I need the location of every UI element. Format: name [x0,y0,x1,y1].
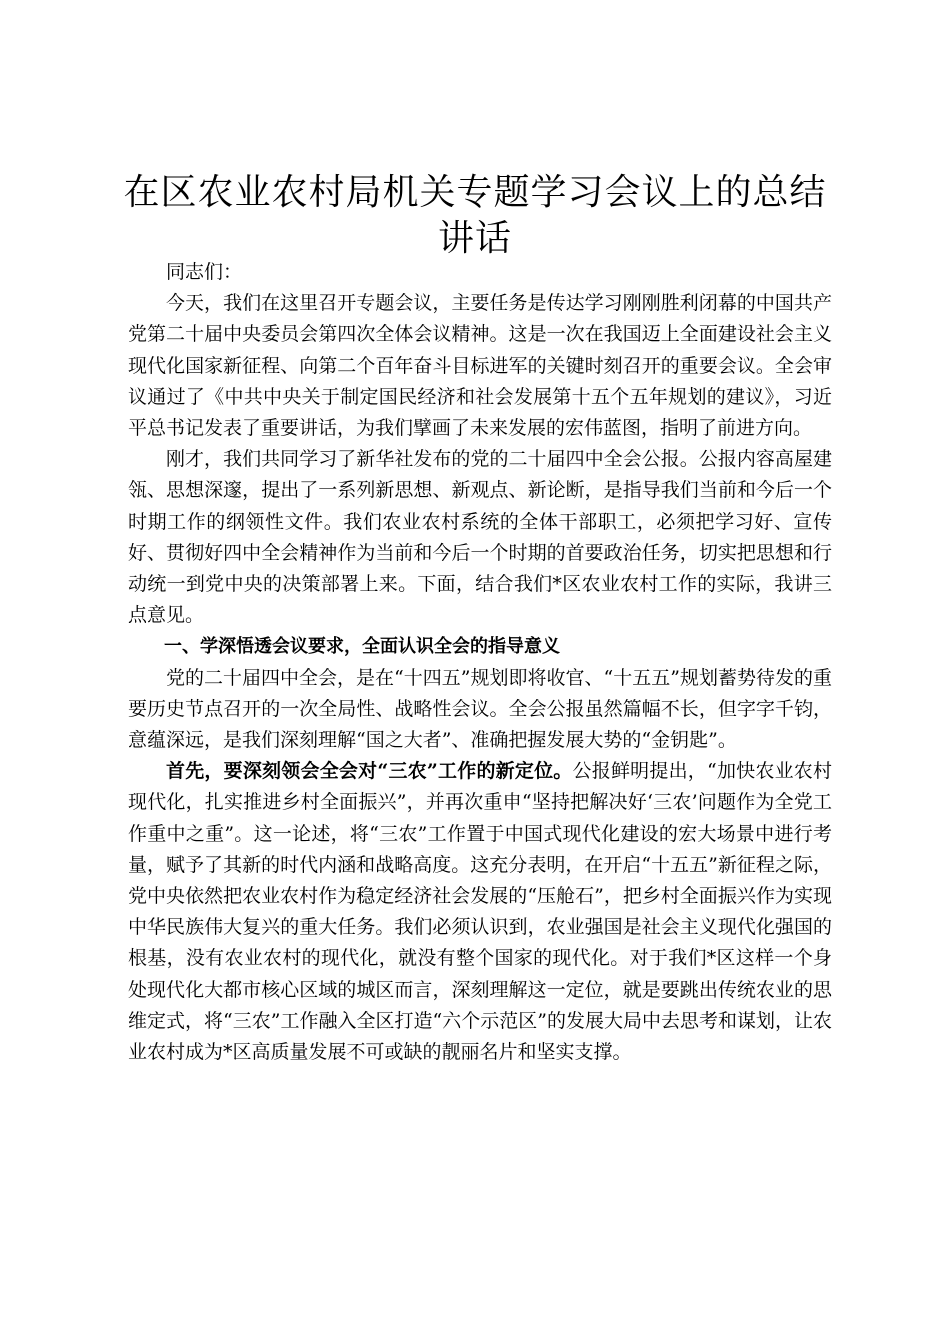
salutation: 同志们： [166,261,243,283]
paragraph-plenum-significance: 党的二十届四中全会，是在“十四五”规划即将收官、“十五五”规划蓄势待发的重要历史节点召开的一次全局性、战略性会议。全会公报虽然篇幅不长，但字字千钧，意蕴深远，是我们深刻理解“国之大者”、准确把握发展大势的“金钥匙”。 [128,666,832,752]
section-heading-1: 一、学深悟透会议要求，全面认识全会的指导意义 [164,636,560,658]
paragraph-lead-sentence: 首先，要深刻领会全会对“三农”工作的新定位。 [166,760,573,783]
document-body [128,257,832,1068]
paragraph-communique: 刚才，我们共同学习了新华社发布的党的二十届四中全会公报。公报内容高屋建瓴、思想深邃，提出了一系列新思想、新观点、新论断，是指导我们当前和今后一个时期工作的纲领性文件。我们农业农村系统的全体干部职工，必须把学习好、宣传好、贯彻好四中全会精神作为当前和今后一个时期的首要政治任务，切实把思想和行动统一到党中央的决策部署上来。下面，结合我们*区农业农村工作的实际，我讲三点意见。 [128,448,832,627]
document-title: 在区农业农村局机关专题学习会议上的总结讲话 [123,172,827,259]
paragraph-body-text: 公报鲜明提出，“加快农业农村现代化，扎实推进乡村全面振兴”，并再次重申“坚持把解决好‘三农’问题作为全党工作重中之重”。这一论述，将“三农”工作置于中国式现代化建设的宏大场景中进行考量，赋予了其新的时代内涵和战略高度。这充分表明，在开启“十五五”新征程之际，党中央依然把农业农村作为稳定经济社会发展的“压舱石”，把乡村全面振兴作为实现中华民族伟大复兴的重大任务。我们必须认识到，农业强国是社会主义现代化强国的根基，没有农业农村的现代化，就没有整个国家的现代化。对于我们*区这样一个身处现代化大都市核心区域的城区而言，深刻理解这一定位，就是要跳出传统农业的思维定式，将“三农”工作融入全区打造“六个示范区”的发展大局中去思考和谋划，让农业农村成为*区高质量发展不可或缺的靓丽名片和坚实支撑。 [128,760,833,1064]
paragraph-sannong-positioning [128,756,832,1068]
paragraph-opening: 今天，我们在这里召开专题会议，主要任务是传达学习刚刚胜利闭幕的中国共产党第二十届中央委员会第四次全体会议精神。这是一次在我国迈上全面建设社会主义现代化国家新征程、向第二个百年奋斗目标进军的关键时刻召开的重要会议。全会审议通过了《中共中央关于制定国民经济和社会发展第十五个五年规划的建议》，习近平总书记发表了重要讲话，为我们擘画了未来发展的宏伟蓝图，指明了前进方向。 [128,292,832,440]
